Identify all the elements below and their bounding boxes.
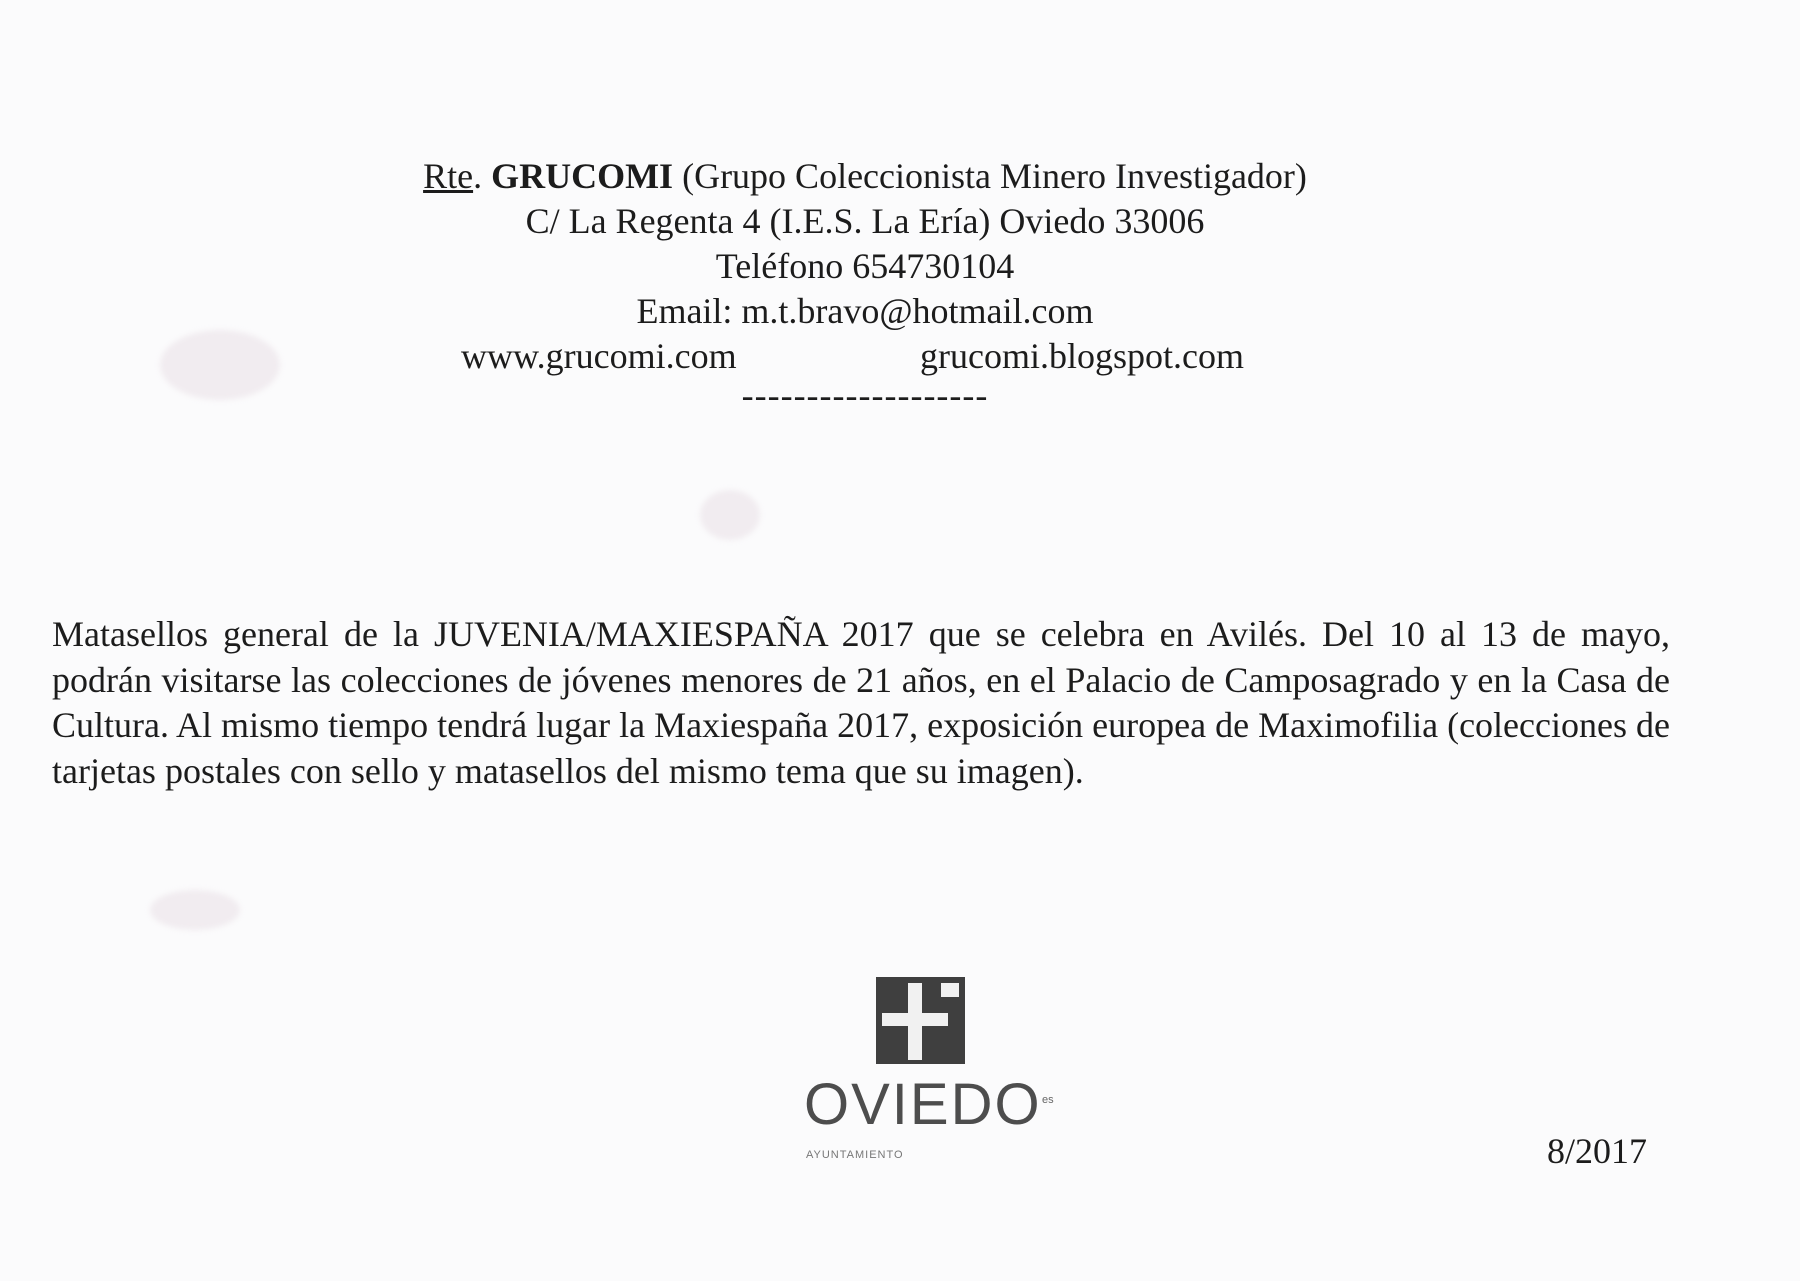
web-links-line xyxy=(0,334,1730,379)
website-text: www.grucomi.com xyxy=(461,336,737,376)
oviedo-logo-subtitle: AYUNTAMIENTO xyxy=(806,1149,904,1161)
phone-line: Teléfono 654730104 xyxy=(715,246,1015,286)
body-paragraph: Matasellos general de la JUVENIA/MAXIESPAÑA 2017 que se celebra en Avilés. Del 10 al 13 de mayo, podrán visitarse las colecciones de jóvenes menores de 21 años, en el Palacio de Camposagrado y en la Casa de Cultura. Al mismo tiempo tendrá lugar la Maxiespaña 2017, exposición europea de Maximofilia (colecciones de tarjetas postales con sello y matasellos del mismo tema que su imagen). xyxy=(52,614,1670,791)
oviedo-logo-superscript: es xyxy=(1042,1094,1054,1106)
org-name: GRUCOMI xyxy=(491,156,674,196)
address-line: C/ La Regenta 4 (I.E.S. La Ería) Oviedo 33006 xyxy=(525,201,1205,241)
document-date: 8/2017 xyxy=(1547,1131,1648,1171)
stain-mark xyxy=(700,490,760,540)
asturian-cross-icon xyxy=(876,977,965,1064)
sender-header xyxy=(0,154,1730,418)
stain-mark xyxy=(150,890,240,930)
sender-period: . xyxy=(473,156,483,196)
sender-prefix: Rte xyxy=(423,156,474,196)
blog-text: grucomi.blogspot.com xyxy=(920,336,1244,376)
separator-line: ------------------- xyxy=(741,375,989,415)
org-full-name: (Grupo Coleccionista Minero Investigador) xyxy=(682,156,1307,196)
sender-line xyxy=(0,154,1730,199)
oviedo-logo-wordmark: OVIEDO xyxy=(804,1072,1042,1137)
email-line: Email: m.t.bravo@hotmail.com xyxy=(636,291,1094,331)
